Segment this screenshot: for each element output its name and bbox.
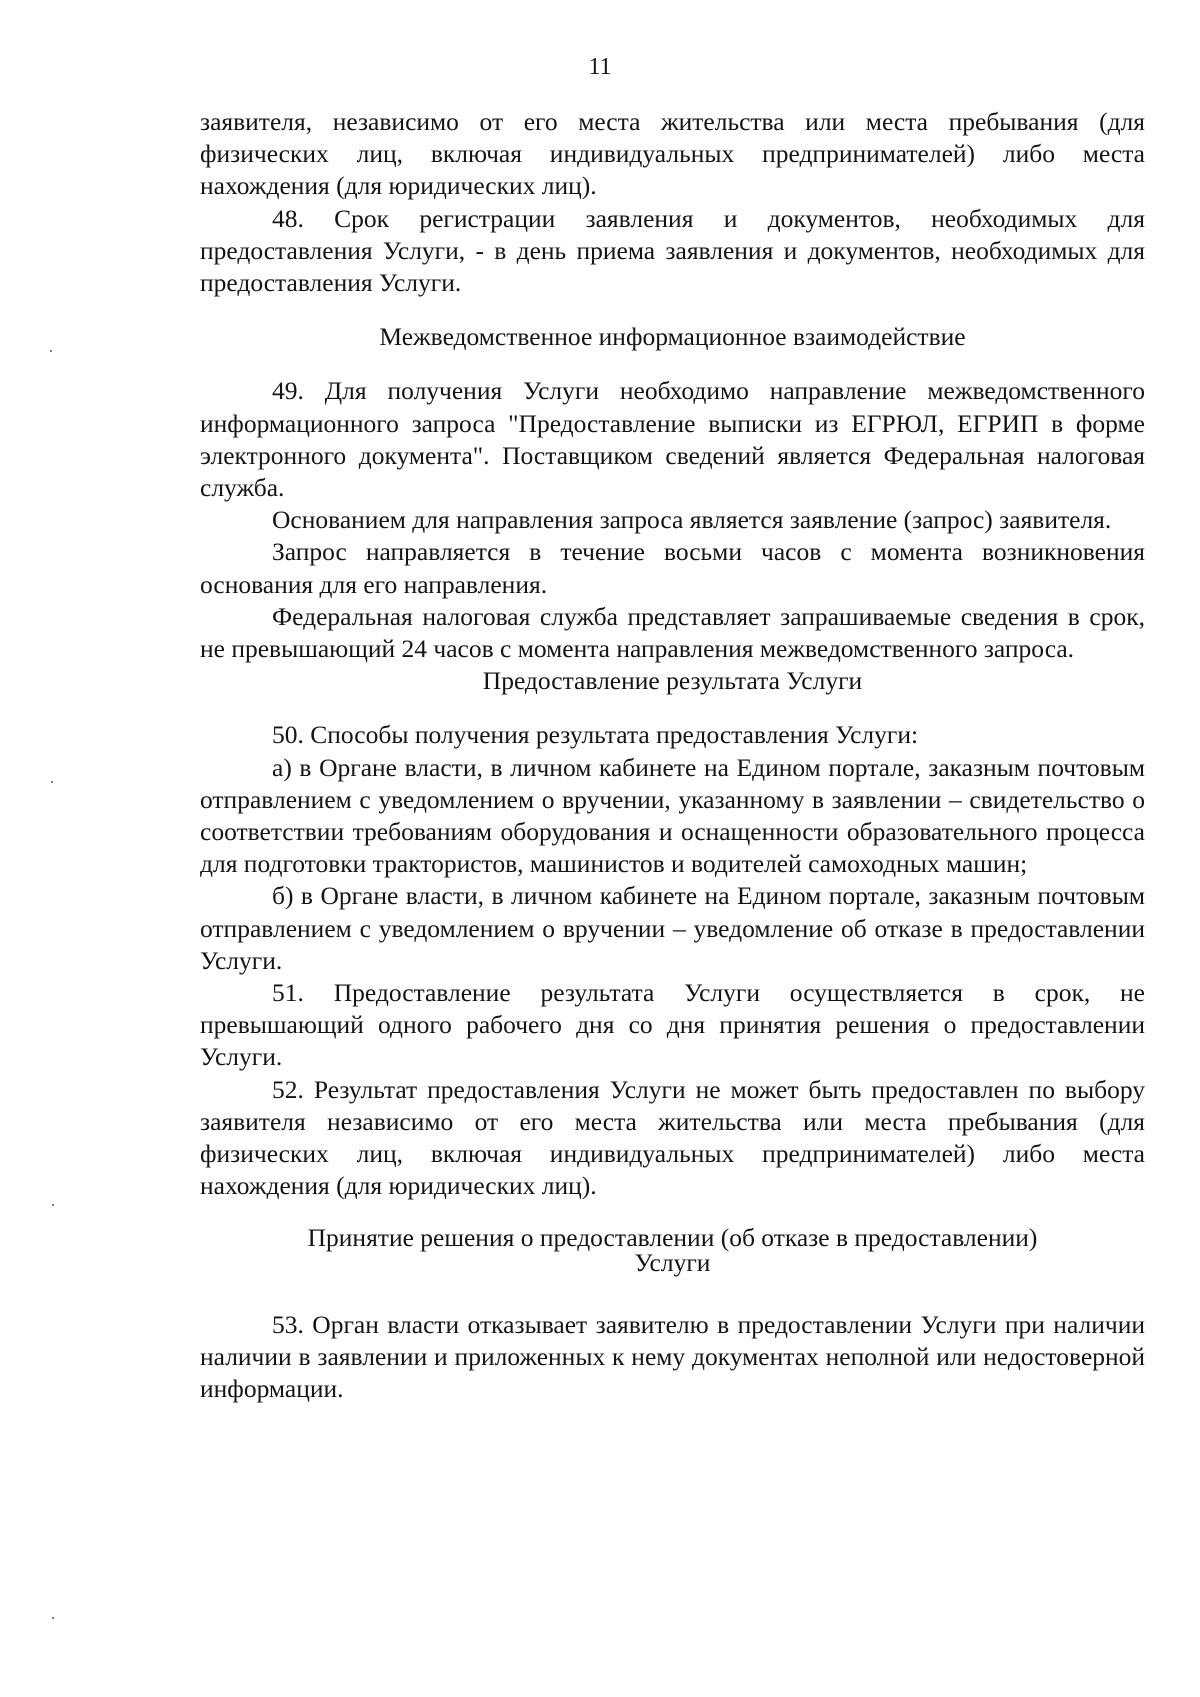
scan-speck [51, 781, 53, 783]
paragraph-49-basis: Основанием для направления запроса является заявление (запрос) заявителя. [272, 505, 1112, 535]
paragraph-50a: а) в Органе власти, в личном кабинете на Едином портале, заказным почтовым отправлением с уведомлением о вручении, указанному в заявлении – свидетельство о соответствии требованиям оборудования и оснащенности образовательного процесса для подготовки трактористов, машинистов и водителей самоходных машин; [200, 752, 1145, 879]
scan-speck [52, 1204, 54, 1206]
paragraph-50b: б) в Органе власти, в личном кабинете на Едином портале, заказным почтовым отправлением с уведомлением о вручении – уведомление об отказе в предоставлении Услуги. [200, 881, 1145, 975]
paragraph-51: 51. Предоставление результата Услуги осуществляется в срок, не превышающий одного рабочего дня со дня принятия решения о предоставлении Услуги. [200, 978, 1145, 1072]
continuation-paragraph: заявителя, независимо от его места жительства или места пребывания (для физических лиц, включая индивидуальных предпринимателей) либо места нахождения (для юридических лиц). [200, 107, 1145, 201]
page-number: 11 [588, 54, 612, 80]
paragraph-49: 49. Для получения Услуги необходимо направление межведомственного информационного запроса "Предоставление выписки из ЕГРЮЛ, ЕГРИП в форме электронного документа". Поставщиком сведений является Федеральная налоговая служба. [200, 376, 1145, 503]
heading-decision [200, 1222, 1145, 1277]
paragraph-52: 52. Результат предоставления Услуги не может быть предоставлен по выбору заявителя независимо от его места жительства или места пребывания (для физических лиц, включая индивидуальных предпринимателей) либо места нахождения (для юридических лиц). [200, 1074, 1145, 1201]
heading-decision-line2: Услуги [634, 1247, 711, 1277]
document-body [200, 106, 1145, 1405]
scan-speck [50, 350, 52, 352]
paragraph-50: 50. Способы получения результата предоставления Услуги: [272, 720, 919, 750]
paragraph-48: 48. Срок регистрации заявления и документов, необходимых для предоставления Услуги, - в день приема заявления и документов, необходимых для предоставления Услуги. [200, 203, 1145, 298]
scan-speck [52, 1617, 54, 1619]
paragraph-49-timing: Запрос направляется в течение восьми часов с момента возникновения основания для его направления. [200, 537, 1145, 599]
heading-decision-line1: Принятие решения о предоставлении (об отказе в предоставлении) [307, 1222, 1038, 1252]
heading-result: Предоставление результата Услуги [482, 666, 863, 696]
paragraph-53: 53. Орган власти отказывает заявителю в предоставлении Услуги при наличии наличии в заявлении и приложенных к нему документах неполной или недостоверной информации. [200, 1309, 1145, 1403]
paragraph-49-fns: Федеральная налоговая служба представляет запрашиваемые сведения в срок, не превышающий 24 часов с момента направления межведомственного запроса. [200, 601, 1145, 664]
heading-interagency: Межведомственное информационное взаимодействие [379, 322, 966, 352]
